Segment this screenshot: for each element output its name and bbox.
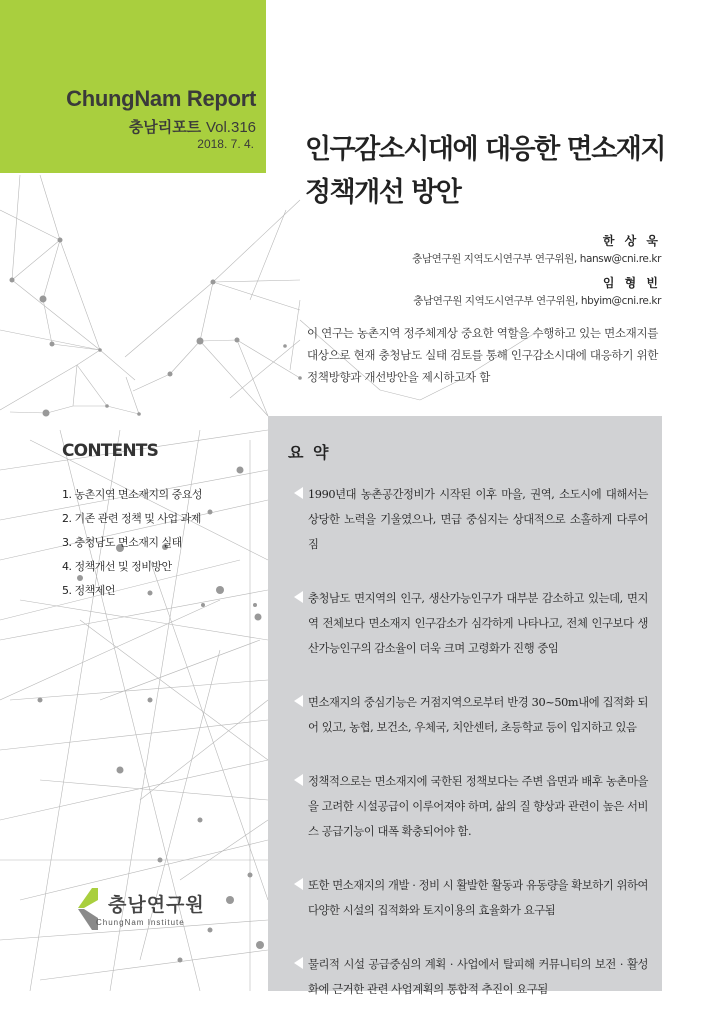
document-title [305, 128, 665, 214]
chevron-left-bullet-icon [294, 591, 303, 603]
summary-item [288, 482, 648, 557]
summary-item-text: 1990년대 농촌공간정비가 시작된 이후 마을, 권역, 소도시에 대해서는 상당한 노력을 기울였으나, 면급 중심지는 상대적으로 소홀하게 다루어짐 [308, 488, 648, 551]
contents-item: 1. 농촌지역 면소재지의 중요성 [62, 488, 202, 501]
chevron-left-bullet-icon [294, 957, 303, 969]
summary-item [288, 873, 648, 923]
report-header-block [0, 0, 266, 173]
document-title-line-2: 정책개선 방안 [305, 177, 461, 208]
summary-item-text: 또한 면소재지의 개발 · 정비 시 활발한 활동과 유동량을 확보하기 위하여 다양한 시설의 집적화와 토지이용의 효율화가 요구됨 [308, 879, 648, 917]
summary-item-text: 충청남도 면지역의 인구, 생산가능인구가 대부분 감소하고 있는데, 면지역 전체보다 면소재지 인구감소가 심각하게 나타나고, 전체 인구보다 생산가능인구의 감소율이 더욱 크며 고령화가 진행 중임 [308, 592, 648, 655]
summary-panel [268, 416, 662, 996]
author-affiliation: 충남연구원 지역도시연구부 연구위원, hbyim@cni.re.kr [413, 295, 661, 307]
summary-item-text: 정책적으로는 면소재지에 국한된 정책보다는 주변 읍면과 배후 농촌마을을 고려한 시설공급이 이루어져야 하며, 삶의 질 향상과 관련이 높은 서비스 공급기능이 대폭 확충되어야 함. [308, 775, 648, 838]
chevron-left-bullet-icon [294, 878, 303, 890]
summary-item [288, 690, 648, 740]
author-list [412, 232, 661, 316]
chevron-left-bullet-icon [294, 695, 303, 707]
contents-item: 2. 기존 관련 정책 및 사업 과제 [62, 512, 201, 525]
author-name: 한 상 욱 [602, 234, 661, 248]
summary-list [288, 482, 648, 1031]
report-series-title: ChungNam Report [66, 86, 256, 111]
contents-item: 5. 정책제언 [62, 584, 115, 597]
author-affiliation: 충남연구원 지역도시연구부 연구위원, hansw@cni.re.kr [412, 253, 661, 265]
summary-item [288, 952, 648, 1002]
contents-item: 4. 정책개선 및 정비방안 [62, 560, 172, 573]
contents-item: 3. 충청남도 면소재지 실태 [62, 536, 182, 549]
document-title-line-1: 인구감소시대에 대응한 면소재지 [305, 134, 665, 165]
summary-item-text: 면소재지의 중심기능은 거점지역으로부터 반경 30~50m내에 집적화 되어 있고, 농협, 보건소, 우체국, 치안센터, 초등학교 등이 입지하고 있음 [308, 696, 648, 734]
institute-name-ko: 충남연구원 [108, 894, 205, 916]
chevron-left-bullet-icon [294, 774, 303, 786]
report-series-title-ko: 충남리포트 [128, 118, 202, 136]
author-name: 임 형 빈 [602, 276, 661, 290]
summary-item [288, 586, 648, 661]
summary-heading: 요 약 [288, 443, 331, 462]
report-date: 2018. 7. 4. [197, 137, 254, 151]
contents-heading: CONTENTS [62, 441, 159, 461]
table-of-contents [62, 441, 202, 603]
summary-item [288, 769, 648, 844]
institute-name-en: ChungNam Institute [96, 918, 185, 927]
summary-item-text: 물리적 시설 공급중심의 계획 · 사업에서 탈피해 커뮤니티의 보전 · 활성화에 근거한 관련 사업계획의 통합적 추진이 요구됨 [308, 958, 648, 996]
report-volume: Vol.316 [205, 119, 256, 136]
report-volume-line [129, 116, 256, 137]
institute-logo [78, 888, 258, 938]
chevron-left-bullet-icon [294, 487, 303, 499]
abstract-text: 이 연구는 농촌지역 정주체계상 중요한 역할을 수행하고 있는 면소재지를 대상으로 현재 충청남도 실태 검토를 통해 인구감소시대에 대응하기 위한 정책방향과 개선방안을 제시하고자 함 [307, 326, 659, 384]
